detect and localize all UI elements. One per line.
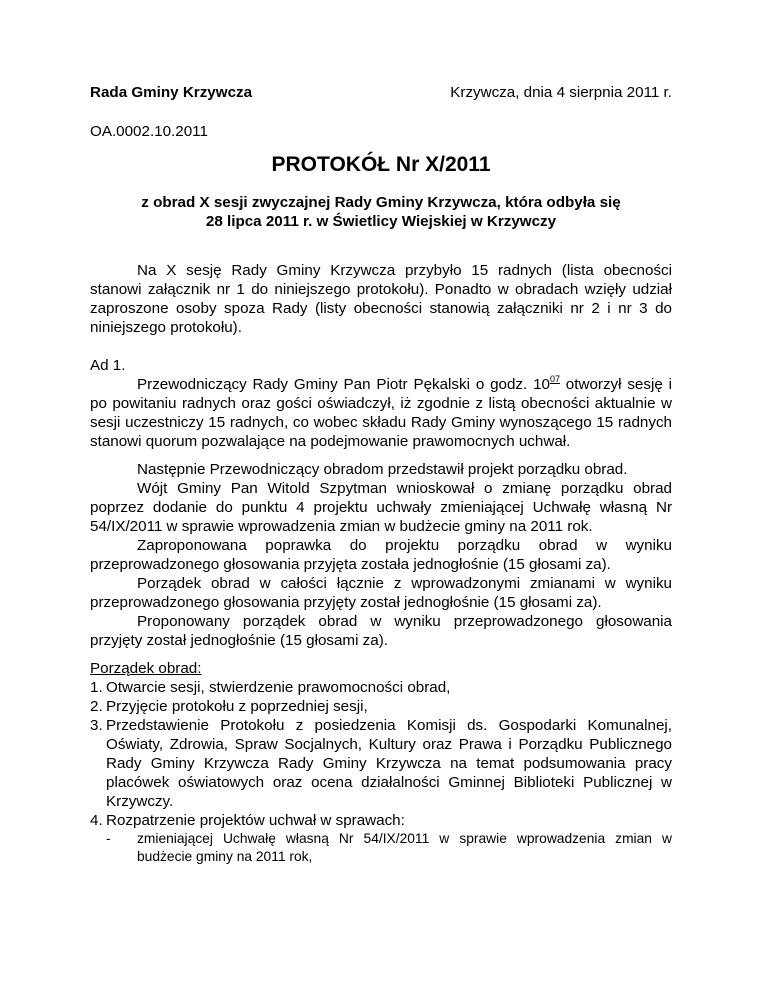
agenda-item	[90, 697, 672, 716]
ad1-opening-text: Przewodniczący Rady Gminy Pan Piotr Pękalski o godz. 10	[137, 376, 550, 393]
agenda-item	[90, 678, 672, 697]
ad1-opening-paragraph	[90, 375, 672, 451]
agenda-heading: Porządek obrad:	[90, 660, 202, 677]
agenda-item-number: 2.	[90, 698, 103, 715]
ad1-proposed-agenda-vote: Proponowany porządek obrad w wyniku przeprowadzonego głosowania przyjęty został jednogłośnie (15 głosami za).	[90, 613, 672, 649]
reference-number: OA.0002.10.2011	[90, 123, 208, 140]
agenda-item-number: 3.	[90, 717, 103, 734]
subtitle-line-2: 28 lipca 2011 r. w Świetlicy Wiejskiej w Krzywczy	[205, 213, 557, 230]
ad1-amendment-vote: Zaproponowana poprawka do projektu porządku obrad w wyniku przeprowadzonego głosowania przyjęta została jednogłośnie (15 głosami za).	[90, 537, 672, 573]
subitem-dash: -	[106, 831, 111, 846]
subtitle-line-1: z obrad X sesji zwyczajnej Rady Gminy Krzywcza, która odbyła się	[141, 194, 621, 211]
agenda-list	[90, 678, 672, 866]
ad1-heading: Ad 1.	[90, 357, 126, 374]
agenda-item-text: Otwarcie sesji, stwierdzenie prawomocności obrad,	[106, 679, 451, 696]
agenda-item-number: 4.	[90, 812, 103, 829]
agenda-item-text: Przedstawienie Protokołu z posiedzenia Komisji ds. Gospodarki Komunalnej, Oświaty, Zdrowia, Spraw Socjalnych, Kultury oraz Prawa i Porządku Publicznego Rady Gminy Krzywcza Rady Gminy Krzywcza na temat podsumowania pracy placówek oświatowych oraz ocena działalności Gminnej Biblioteki Publicznej w Krzywczy.	[106, 717, 672, 810]
agenda-item-text: Przyjęcie protokołu z poprzedniej sesji,	[106, 698, 368, 715]
document-title: PROTOKÓŁ Nr X/2011	[271, 153, 491, 176]
opening-minutes: 07	[549, 374, 560, 384]
agenda-item	[90, 811, 672, 866]
agenda-subitem-list	[106, 830, 672, 866]
agenda-subitem-text: zmieniającej Uchwałę własną Nr 54/IX/2011 w sprawie wprowadzenia zmian w budżecie gminy na 2011 rok,	[137, 831, 672, 864]
ad1-opening-continued: otworzył sesję i po powitaniu radnych oraz gości oświadczył, iż zgodnie z listą obecności aktualnie w sesji uczestniczy 15 radnych, co wobec składu Rady Gminy wynoszącego 15 radnych stanowi quorum pozwalające na podejmowanie prawomocnych uchwał.	[90, 376, 672, 450]
ad1-agenda-presented: Następnie Przewodniczący obradom przedstawił projekt porządku obrad.	[137, 461, 628, 478]
ad1-agenda-vote: Porządek obrad w całości łącznie z wprowadzonymi zmianami w wyniku przeprowadzonego głosowania przyjęty został jednogłośnie (15 głosami za).	[90, 575, 672, 611]
agenda-subitem	[106, 830, 672, 866]
document-header	[90, 83, 672, 103]
intro-paragraph: Na X sesję Rady Gminy Krzywcza przybyło 15 radnych (lista obecności stanowi załącznik nr 1 do niniejszego protokołu). Ponadto w obradach wzięły udział zaproszone osoby spoza Rady (listy obecności stanowią załączniki nr 2 i nr 3 do niniejszego protokołu).	[90, 262, 672, 336]
document-subtitle	[90, 193, 672, 231]
place-date: Krzywcza, dnia 4 sierpnia 2011 r.	[450, 84, 672, 101]
agenda-item-text: Rozpatrzenie projektów uchwał w sprawach:	[106, 812, 405, 829]
document-body	[90, 261, 672, 866]
agenda-item-number: 1.	[90, 679, 103, 696]
ad1-mayor-motion: Wójt Gminy Pan Witold Szpytman wnioskował o zmianę porządku obrad poprzez dodanie do punktu 4 projektu uchwały zmieniającej Uchwałę własną Nr 54/IX/2011 w sprawie wprowadzenia zmian w budżecie gminy na 2011 rok.	[90, 480, 672, 535]
council-name: Rada Gminy Krzywcza	[90, 84, 253, 101]
agenda-item	[90, 716, 672, 811]
